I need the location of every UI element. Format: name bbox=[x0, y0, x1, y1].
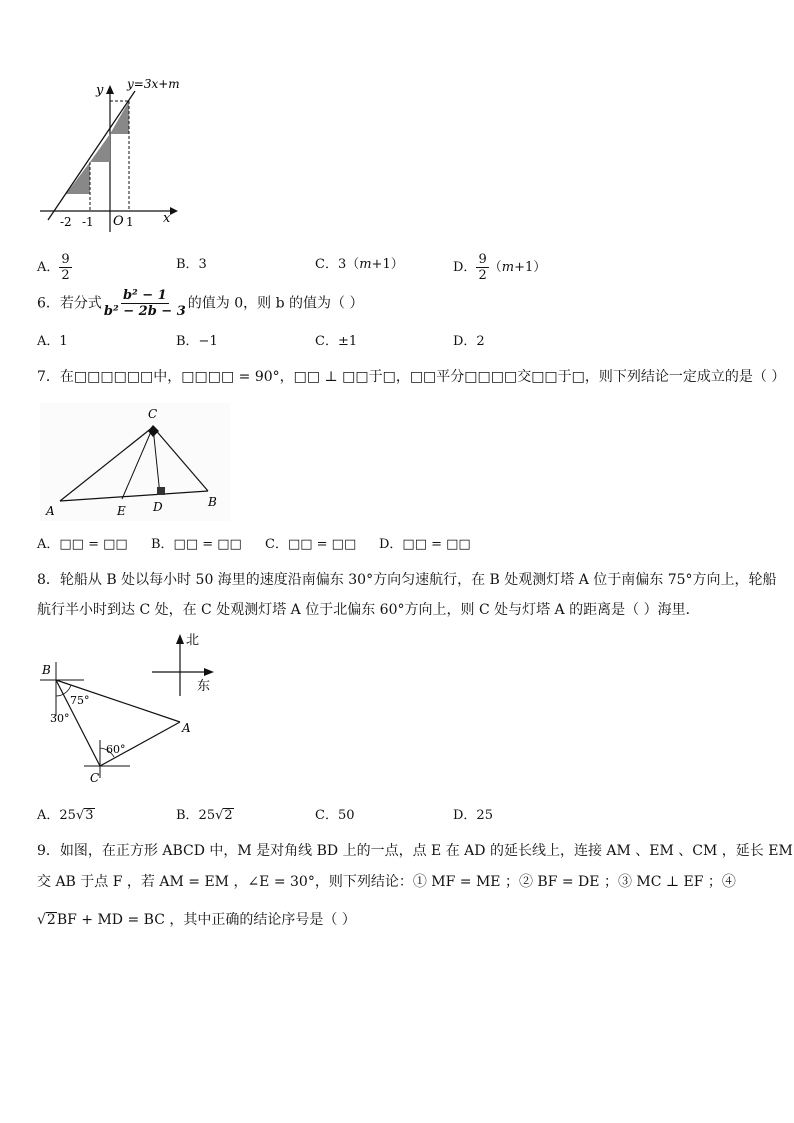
tick-neg1: -1 bbox=[82, 215, 94, 229]
q7-option-a[interactable]: A．□□ = □□ bbox=[37, 537, 128, 552]
q7-question: 7．在□□□□□□中，□□□□ = 90°，□□ ⊥ □□于□，□□平分□□□□交□□于□，则下列结论一定成立的是（ ） bbox=[37, 369, 786, 385]
label-e: E bbox=[117, 504, 126, 518]
label-d: D bbox=[153, 500, 163, 514]
q8-option-b[interactable]: B．25√2 bbox=[176, 808, 233, 823]
q5-option-d[interactable]: D． $\frac{9}{2}$ （m+1） bbox=[453, 252, 547, 283]
q7-option-b[interactable]: B．□□ = □□ bbox=[151, 537, 242, 552]
q5-option-a[interactable]: A． $\frac{9}{2}$ bbox=[37, 252, 70, 283]
q9-question-line3: √2BF + MD = BC ，其中正确的结论序号是（ ） bbox=[37, 912, 356, 928]
fraction: $\frac{9}{2}$ bbox=[478, 252, 487, 283]
q6-option-d[interactable]: D．2 bbox=[453, 334, 485, 349]
q9-question-line1: 9．如图，在正方形 ABCD 中，M 是对角线 BD 上的一点，点 E 在 AD 的延长线上，连接 AM 、EM 、CM ，延长 EM bbox=[37, 843, 793, 859]
q6-question: 6．若分式 $\frac{\text{b² − 1}}{\text{b² − 2b − 3}}$ 的值为 0，则 b 的值为（ ） bbox=[37, 288, 364, 319]
q6-option-a[interactable]: A．1 bbox=[37, 334, 68, 349]
q9-question-line2: 交 AB 于点 F ，若 AM = EM ，∠E = 30°，则下列结论：① MF = ME ；② BF = DE ；③ MC ⊥ EF ；④ bbox=[37, 874, 736, 890]
q6-option-c[interactable]: C．±1 bbox=[315, 334, 358, 349]
q5-option-c[interactable]: C．3（m+1） bbox=[315, 257, 404, 272]
y-axis-arrow-icon bbox=[106, 85, 114, 94]
q8-option-a[interactable]: A．25√3 bbox=[37, 808, 94, 823]
q5-graph bbox=[34, 74, 184, 234]
compass-east-label: 东 bbox=[197, 679, 211, 694]
q6-fraction: $\frac{\text{b² − 1}}{\text{b² − 2b − 3}}$ bbox=[103, 288, 186, 319]
fraction: $\frac{9}{2}$ bbox=[61, 252, 70, 283]
q6-option-b[interactable]: B．−1 bbox=[176, 334, 218, 349]
label-b: B bbox=[42, 663, 51, 677]
line-y-3x-m bbox=[48, 91, 135, 220]
label-c: C bbox=[90, 771, 100, 785]
label-a: A bbox=[46, 504, 55, 518]
line-label: y=3x+m bbox=[127, 77, 180, 91]
q8-question-line2: 航行半小时到达 C 处，在 C 处观测灯塔 A 位于北偏东 60°方向上，则 C 处与灯塔 A 的距离是（ ）海里． bbox=[37, 602, 700, 618]
tick-neg2: -2 bbox=[60, 215, 72, 229]
label-b: B bbox=[208, 495, 217, 509]
q7-option-d[interactable]: D．□□ = □□ bbox=[379, 537, 471, 552]
q8-option-c[interactable]: C．50 bbox=[315, 808, 355, 823]
x-axis-arrow-icon bbox=[170, 207, 178, 215]
angle-60: 60° bbox=[106, 743, 126, 756]
origin-label: O bbox=[113, 214, 124, 229]
q8-navigation-figure bbox=[34, 632, 224, 792]
q8-question-line1: 8．轮船从 B 处以每小时 50 海里的速度沿南偏东 30°方向匀速航行，在 B 处观测灯塔 A 位于南偏东 75°方向上，轮船 bbox=[37, 572, 777, 588]
y-axis-label: y bbox=[96, 83, 104, 98]
x-axis-label: x bbox=[163, 211, 171, 226]
q8-option-d[interactable]: D．25 bbox=[453, 808, 493, 823]
q7-option-c[interactable]: C．□□ = □□ bbox=[265, 537, 357, 552]
shaded-triangle-top bbox=[110, 101, 129, 134]
label-a: A bbox=[182, 721, 191, 735]
shaded-triangle-mid bbox=[90, 134, 110, 162]
right-angle-mark-d bbox=[157, 487, 165, 495]
compass-north-arrow-icon bbox=[176, 634, 184, 644]
label-c: C bbox=[148, 407, 158, 421]
compass-east-arrow-icon bbox=[204, 668, 214, 676]
angle-75: 75° bbox=[70, 694, 90, 707]
q5-option-b[interactable]: B．3 bbox=[176, 257, 207, 272]
compass-north-label: 北 bbox=[186, 633, 200, 648]
angle-30: 30° bbox=[50, 712, 70, 725]
shaded-triangle-left bbox=[66, 162, 90, 194]
tick-1: 1 bbox=[126, 215, 134, 229]
q7-triangle-figure bbox=[40, 403, 230, 523]
